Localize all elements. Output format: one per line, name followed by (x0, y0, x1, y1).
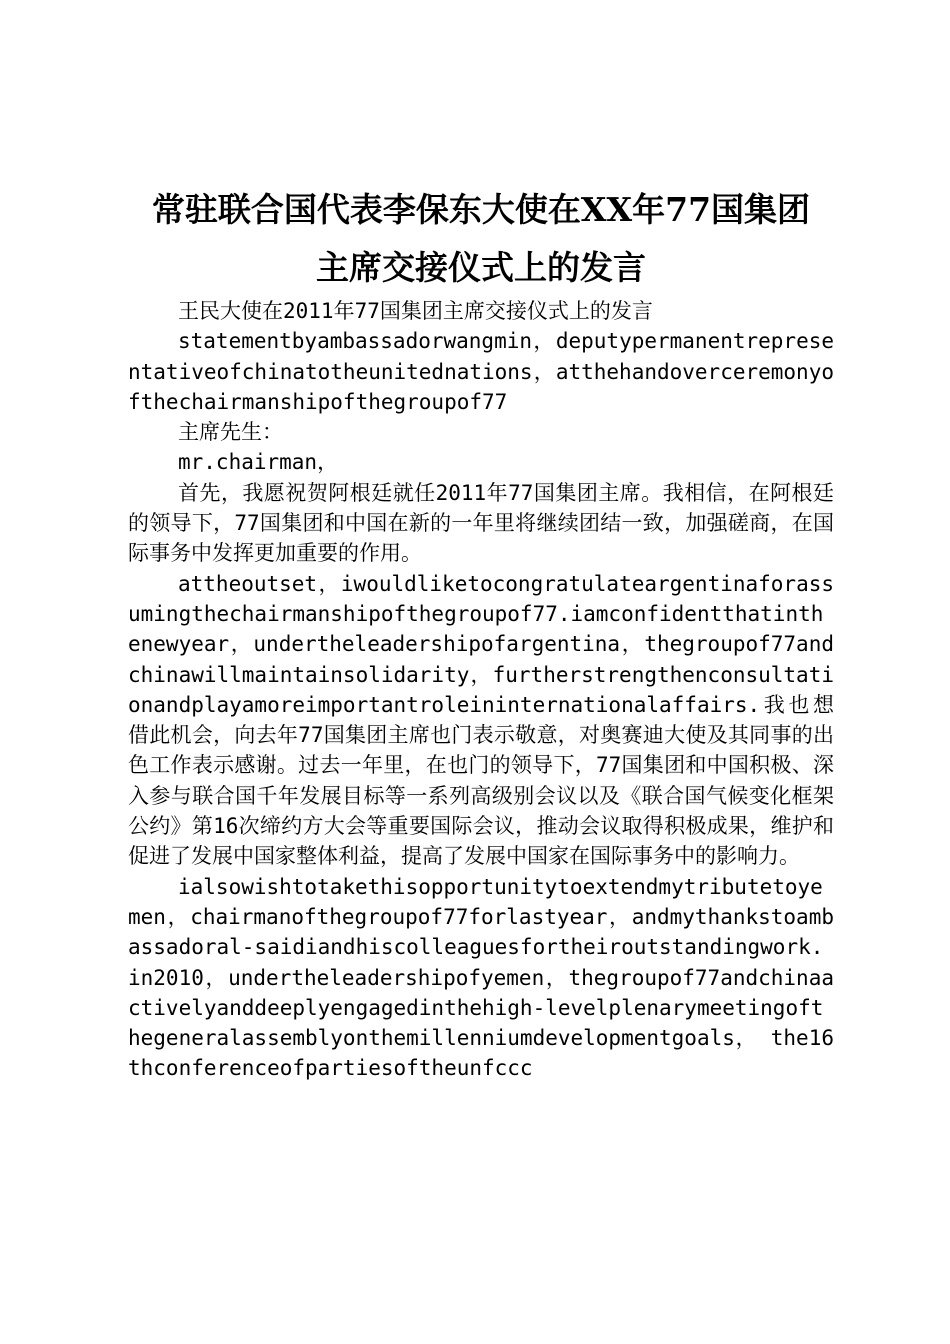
paragraph: ialsowishtotakethisopportunitytoextendmytributetoyemen，chairmanofthegroupof77forlastyear，andmythankstoambassadoral-saidiandhiscolleaguesfortheiroutstandingwork.in2010，undertheleadershipofyemen，thegroupof77andchinaactivelyanddeeplyengagedinthehigh-levelplenarymeetingofthegeneralassemblyonthemillenniumdevelopmentgoals， the16thconferenceofpartiesoftheunfccc (128, 874, 834, 1081)
paragraph: statementbyambassadorwangmin，deputypermanentrepresentativeofchinatotheunitednations，atthehandoverceremonyofthechairmanshipofthegroupof77 (128, 329, 834, 414)
paragraph: mr.chairman， (178, 450, 339, 475)
document-body (128, 296, 834, 1084)
paragraph: 首先，我愿祝贺阿根廷就任2011年77国集团主席。我相信，在阿根廷的领导下，77国集团和中国在新的一年里将继续团结一致，加强磋商，在国际事务中发挥更加重要的作用。 (128, 480, 834, 566)
document-title-line2: 主席交接仪式上的发言 (316, 248, 646, 287)
paragraph: attheoutset，iwouldliketocongratulateargentinaforassumingthechairmanshipofthegroupof77.iamconfidentthatinthenewyear，undertheleadershipofargentina，thegroupof77andchinawillmaintainsolidarity，furtherstrengthenconsultationandplayamoreimportantroleininternationalaffairs.我也想借此机会，向去年77国集团主席也门表示敬意，对奥赛迪大使及其同事的出色工作表示感谢。过去一年里，在也门的领导下，77国集团和中国积极、深入参与联合国千年发展目标等一系列高级别会议以及《联合国气候变化框架公约》第16次缔约方大会等重要国际会议，推动会议取得积极成果，维护和促进了发展中国家整体利益，提高了发展中国家在国际事务中的影响力。 (128, 571, 834, 869)
paragraph: 主席先生： (178, 420, 283, 445)
paragraph: 王民大使在2011年77国集团主席交接仪式上的发言 (178, 299, 653, 323)
document-title-line1: 常驻联合国代表李保东大使在XX年77国集团 (151, 190, 811, 229)
